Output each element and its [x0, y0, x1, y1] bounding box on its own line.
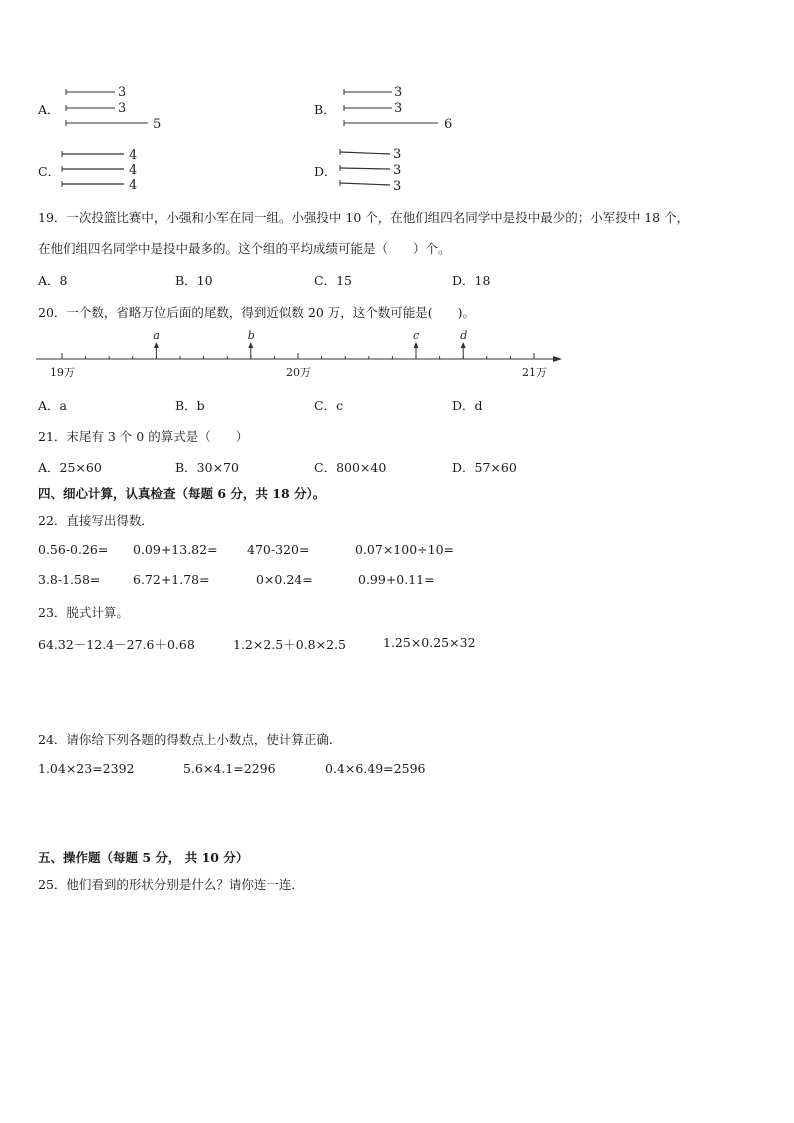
q18-c-seg1: 4	[129, 148, 138, 163]
q18-a-seg2: 3	[118, 101, 127, 116]
section5-heading: 五、操作题（每题 5 分， 共 10 分）	[38, 850, 249, 865]
q20-number-line	[30, 324, 570, 384]
point-arrowhead-c	[414, 342, 419, 348]
q18-c-seg3: 4	[129, 178, 138, 193]
point-arrowhead-a	[154, 342, 159, 348]
q19-option-b: B．10	[175, 273, 213, 288]
q21-option-c: C．800×40	[314, 460, 387, 475]
q25-text: 25．他们看到的形状分别是什么？请你连一连．	[38, 877, 304, 892]
q23-item: 1.25×0.25×32	[383, 635, 476, 650]
q21-text: 21．末尾有 3 个 0 的算式是（ ）	[38, 429, 249, 444]
q18-option-c-label: C．	[38, 164, 61, 179]
q18-option-a-label: A．	[38, 102, 60, 117]
q22-item: 0.07×100÷10=	[355, 542, 455, 557]
q18-b-seg3: 6	[444, 117, 453, 132]
q18-option-a-diagram	[60, 82, 180, 134]
q18-option-b-label: B．	[314, 102, 336, 117]
q20-text: 20．一个数，省略万位后面的尾数，得到近似数 20 万，这个数可能是( )。	[38, 305, 476, 320]
q18-option-d-diagram	[336, 144, 416, 196]
q19-option-d: D．18	[452, 273, 491, 288]
number-line-arrow	[553, 356, 562, 362]
q18-a-seg3: 5	[153, 117, 162, 132]
q20-option-d: D．d	[452, 398, 483, 413]
q18-d-seg1: 3	[393, 147, 402, 162]
q24-item: 1.04×23=2392	[38, 761, 135, 776]
q18-option-c-diagram	[58, 146, 148, 194]
section4-heading: 四、细心计算，认真检查（每题 6 分，共 18 分）。	[38, 486, 326, 501]
q19-text-line2: 在他们组四名同学中是投中最多的。这个组的平均成绩可能是（ ）个。	[38, 241, 451, 256]
point-label-a: a	[153, 329, 160, 342]
q21-option-d: D．57×60	[452, 460, 517, 475]
q22-item: 0.99+0.11=	[358, 572, 435, 587]
q23-text: 23．脱式计算。	[38, 605, 129, 620]
q18-option-d-label: D．	[314, 164, 337, 179]
q22-item: 6.72+1.78=	[133, 572, 210, 587]
tick-label: 20万	[286, 366, 311, 379]
q22-item: 470-320=	[247, 542, 310, 557]
q21-option-a: A．25×60	[38, 460, 102, 475]
q18-c-seg2: 4	[129, 163, 138, 178]
q24-text: 24．请你给下列各题的得数点上小数点，使计算正确．	[38, 732, 342, 747]
point-arrowhead-d	[461, 342, 466, 348]
q19-option-a: A．8	[38, 273, 68, 288]
q18-d-seg3: 3	[393, 179, 402, 194]
q22-item: 3.8-1.58=	[38, 572, 101, 587]
point-label-b: b	[247, 329, 255, 342]
q23-item: 1.2×2.5＋0.8×2.5	[233, 637, 346, 652]
q22-item: 0.09+13.82=	[133, 542, 218, 557]
q20-option-b: B．b	[175, 398, 205, 413]
q22-item: 0×0.24=	[256, 572, 313, 587]
q20-option-c: C．c	[314, 398, 344, 413]
q18-b-seg1: 3	[394, 85, 403, 100]
q24-item: 5.6×4.1=2296	[183, 761, 276, 776]
point-arrowhead-b	[248, 342, 253, 348]
q18-a-seg1: 3	[118, 85, 127, 100]
q18-option-b-diagram	[338, 82, 468, 134]
q21-option-b: B．30×70	[175, 460, 239, 475]
q24-item: 0.4×6.49=2596	[325, 761, 426, 776]
tick-label: 21万	[522, 366, 547, 379]
tick-label: 19万	[50, 366, 75, 379]
point-label-c: c	[413, 329, 420, 342]
point-label-d: d	[460, 329, 468, 342]
q18-d-seg2: 3	[393, 163, 402, 178]
q19-text-line1: 19．一次投篮比赛中，小强和小军在同一组。小强投中 10 个，在他们组四名同学中是投中最少的；小军投中 18 个，	[38, 210, 690, 225]
q19-option-c: C．15	[314, 273, 352, 288]
q20-option-a: A．a	[38, 398, 67, 413]
q22-item: 0.56-0.26=	[38, 542, 109, 557]
q22-text: 22．直接写出得数．	[38, 513, 154, 528]
q23-item: 64.32－12.4－27.6＋0.68	[38, 637, 195, 652]
q18-b-seg2: 3	[394, 101, 403, 116]
